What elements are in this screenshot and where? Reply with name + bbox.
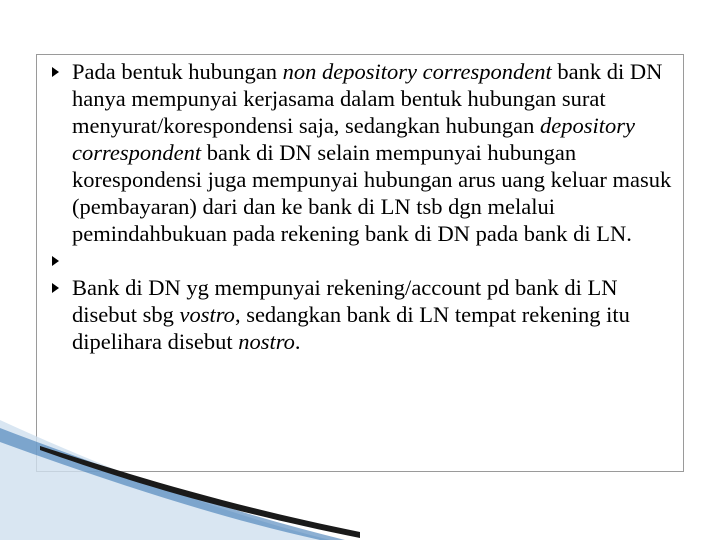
text-run: Bank di DN yg mempunyai rekening/account pd bank di LN disebut sbg [72, 275, 618, 327]
bullet-item [50, 58, 680, 247]
text-run: bank di DN hanya mempunyai kerjasama dalam bentuk hubungan surat menyurat/korespondensi saja, sedangkan hubungan [72, 59, 663, 138]
bullet-arrow-icon [52, 256, 59, 266]
text-run: . [294, 329, 301, 354]
text-run: , sedangkan bank di LN tempat rekening itu dipelihara disebut [72, 302, 630, 354]
italic-term: depository correspondent [72, 113, 636, 165]
text-run: bank di DN selain mempunyai hubungan korespondensi juga mempunyai hubungan arus uang keluar masuk (pembayaran) dari dan ke bank di LN tsb dgn melalui pemindahbukuan pada rekening bank di DN pada bank di LN. [72, 140, 672, 246]
bullet-list [50, 58, 680, 355]
bullet-item [50, 274, 680, 355]
italic-term: vostro [179, 302, 235, 327]
text-run: Pada bentuk hubungan [72, 59, 283, 84]
bullet-text [72, 59, 671, 246]
bullet-arrow-icon [52, 67, 59, 77]
bullet-item [50, 247, 680, 274]
bullet-text [72, 275, 630, 354]
bullet-arrow-icon [52, 283, 59, 293]
italic-term: nostro [238, 329, 295, 354]
italic-term: non depository correspondent [282, 59, 552, 84]
